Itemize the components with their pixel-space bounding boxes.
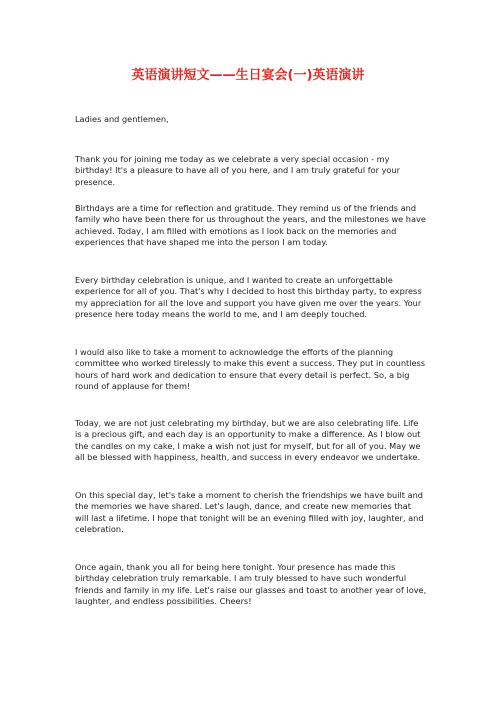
paragraph-reflection: Birthdays are a time for reflection and gratitude. They remind us of the friends and family who have been there for us throughout the years, and the milestones we have achieved. Today, I am filled with emotions as I look back on the memories and experiences that have shaped me into the person I am today. bbox=[75, 203, 426, 247]
paragraph-toast: Once again, thank you all for being here tonight. Your presence has made this birthday celebration truly remarkable. I am truly blessed to have such wonderful friends and family in my life. Let's raise our glasses and toast to another year of love, laughter, and endless possibilities. Cheers! bbox=[75, 562, 427, 606]
paragraph-friendships: On this special day, let's take a moment to cherish the friendships we have built and the memories we have shared. Let's laugh, dance, and create new memories that will last a lifetime. I hope that tonight will be an evening filled with joy, laughter, and celebration. bbox=[75, 490, 424, 534]
document-title: 英语演讲短文——生日宴会(一)英语演讲 bbox=[131, 68, 365, 83]
paragraph-thanks: Thank you for joining me today as we celebrate a very special occasion - my birthday! It's a pleasure to have all of you here, and I am truly grateful for your presence. bbox=[75, 154, 400, 187]
paragraph-committee: I would also like to take a moment to acknowledge the efforts of the planning committee who worked tirelessly to make this event a success. They put in countless hours of hard work and dedication to ensure that every detail is perfect. So, a big round of applause for them! bbox=[75, 347, 426, 391]
paragraph-celebration: Every birthday celebration is unique, and I wanted to create an unforgettable experience for all of you. That's why I decided to host this birthday party, to express my appreciation for all the love and support you have given me over the years. Your presence here today means the world to me, and I am deeply touched. bbox=[75, 275, 422, 319]
paragraph-life: Today, we are not just celebrating my birthday, but we are also celebrating life. Life is a precious gift, and each day is an opportunity to make a difference. As I blow out the candles on my cake, I make a wish not just for myself, but for all of you. May we all be blessed with happiness, health, and success in every endeavor we undertake. bbox=[75, 418, 421, 462]
greeting-line: Ladies and gentlemen, bbox=[75, 114, 169, 124]
